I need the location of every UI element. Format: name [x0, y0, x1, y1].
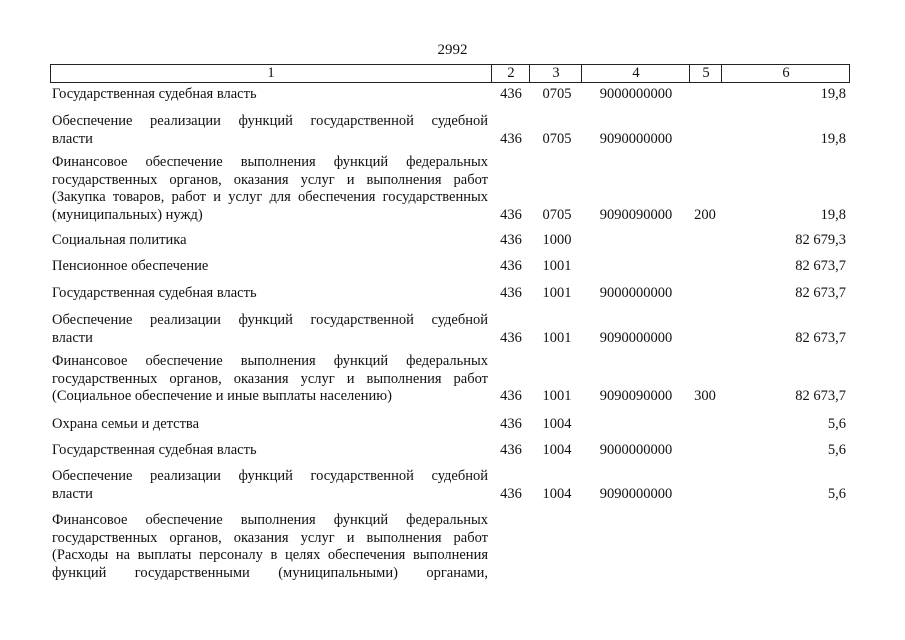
description-line: Государственная судебная власть [52, 285, 257, 301]
header-col-6: 6 [721, 65, 850, 82]
description-line: государственных органов, оказания услуг и выполнения работ [52, 171, 488, 188]
table-row [0, 154, 905, 224]
cell-code-section: 0705 [542, 130, 572, 147]
description-line: функций государственными (муниципальными) органами, [52, 564, 488, 581]
cell-code-section: 1004 [542, 416, 572, 432]
row-description [52, 416, 488, 434]
cell-code-expense-type: 300 [694, 388, 716, 404]
cell-code-section: 0705 [542, 206, 572, 223]
cell-code-ministry: 436 [500, 329, 522, 346]
cell-code-section: 1004 [542, 485, 572, 502]
cell-code-section: 1004 [542, 442, 572, 458]
cell-amount: 19,8 [820, 86, 846, 102]
description-line: Охрана семьи и детства [52, 416, 200, 432]
description-line: Обеспечение реализации функций государственной судебной [52, 312, 488, 328]
cell-code-section: 0705 [542, 86, 572, 102]
cell-code-section: 1001 [542, 285, 572, 301]
cell-code-section: 1001 [542, 258, 572, 274]
description-line: Обеспечение реализации функций государственной судебной [52, 113, 488, 129]
row-description [52, 512, 488, 582]
row-description [52, 312, 488, 347]
description-line: власти [52, 329, 93, 346]
cell-code-section: 1000 [542, 232, 572, 248]
description-line: власти [52, 130, 93, 147]
description-line: государственных органов, оказания услуг и выполнения работ [52, 370, 488, 387]
row-description [52, 258, 488, 276]
header-col-5: 5 [689, 65, 722, 82]
row-description [52, 285, 488, 303]
header-col-2: 2 [491, 65, 530, 82]
cell-code-target: 9000000000 [599, 285, 673, 301]
header-col-4: 4 [581, 65, 690, 82]
cell-code-ministry: 436 [500, 388, 522, 404]
description-line: Обеспечение реализации функций государственной судебной [52, 468, 488, 484]
cell-code-target: 9000000000 [599, 442, 673, 458]
table-row [0, 442, 905, 460]
cell-amount: 82 673,7 [795, 388, 846, 404]
cell-amount: 82 679,3 [795, 232, 846, 248]
cell-code-ministry: 436 [500, 485, 522, 502]
description-line: государственных органов, оказания услуг и выполнения работ [52, 529, 488, 546]
table-row [0, 285, 905, 303]
cell-code-target: 9000000000 [599, 86, 673, 102]
cell-amount: 82 673,7 [795, 329, 846, 346]
description-line: Финансовое обеспечение выполнения функций федеральных [52, 353, 488, 369]
cell-amount: 19,8 [820, 206, 846, 223]
cell-amount: 82 673,7 [795, 258, 846, 274]
cell-code-expense-type: 200 [694, 206, 716, 223]
cell-code-target: 9090000000 [599, 130, 673, 147]
description-line: (муниципальных) нужд) [52, 206, 203, 223]
table-row [0, 86, 905, 104]
row-description [52, 113, 488, 148]
table-row [0, 232, 905, 250]
row-description [52, 86, 488, 104]
row-description [52, 468, 488, 503]
description-line: Финансовое обеспечение выполнения функций федеральных [52, 512, 488, 528]
cell-code-section: 1001 [542, 329, 572, 346]
table-row [0, 468, 905, 503]
table-row [0, 512, 905, 582]
table-header [50, 64, 850, 83]
cell-code-ministry: 436 [500, 130, 522, 147]
cell-code-ministry: 436 [500, 285, 522, 301]
cell-code-ministry: 436 [500, 232, 522, 248]
cell-code-target: 9090090000 [599, 388, 673, 404]
description-line: Государственная судебная власть [52, 86, 257, 102]
cell-amount: 5,6 [827, 442, 846, 458]
cell-code-section: 1001 [542, 388, 572, 404]
row-description [52, 232, 488, 250]
row-description [52, 442, 488, 460]
page-number: 2992 [437, 42, 468, 58]
row-description [52, 353, 488, 406]
cell-code-target: 9090000000 [599, 485, 673, 502]
cell-amount: 82 673,7 [795, 285, 846, 301]
header-col-1: 1 [267, 65, 275, 81]
row-description [52, 154, 488, 224]
description-line: Социальная политика [52, 232, 187, 248]
cell-amount: 19,8 [820, 130, 846, 147]
cell-amount: 5,6 [827, 416, 846, 432]
table-row [0, 416, 905, 434]
description-line: Пенсионное обеспечение [52, 258, 209, 274]
description-line: (Закупка товаров, работ и услуг для обеспечения государственных [52, 189, 488, 205]
cell-code-target: 9090090000 [599, 206, 673, 223]
description-line: Финансовое обеспечение выполнения функций федеральных [52, 154, 488, 170]
table-row [0, 312, 905, 347]
cell-code-target: 9090000000 [599, 329, 673, 346]
cell-code-ministry: 436 [500, 258, 522, 274]
table-row [0, 353, 905, 406]
description-line: (Расходы на выплаты персоналу в целях обеспечения выполнения [52, 547, 488, 563]
cell-code-ministry: 436 [500, 416, 522, 432]
description-line: власти [52, 485, 93, 502]
header-col-3: 3 [529, 65, 582, 82]
cell-code-ministry: 436 [500, 442, 522, 458]
cell-amount: 5,6 [827, 485, 846, 502]
table-row [0, 258, 905, 276]
description-line: (Социальное обеспечение и иные выплаты населению) [52, 388, 392, 404]
cell-code-ministry: 436 [500, 86, 522, 102]
table-row [0, 113, 905, 148]
cell-code-ministry: 436 [500, 206, 522, 223]
description-line: Государственная судебная власть [52, 442, 257, 458]
